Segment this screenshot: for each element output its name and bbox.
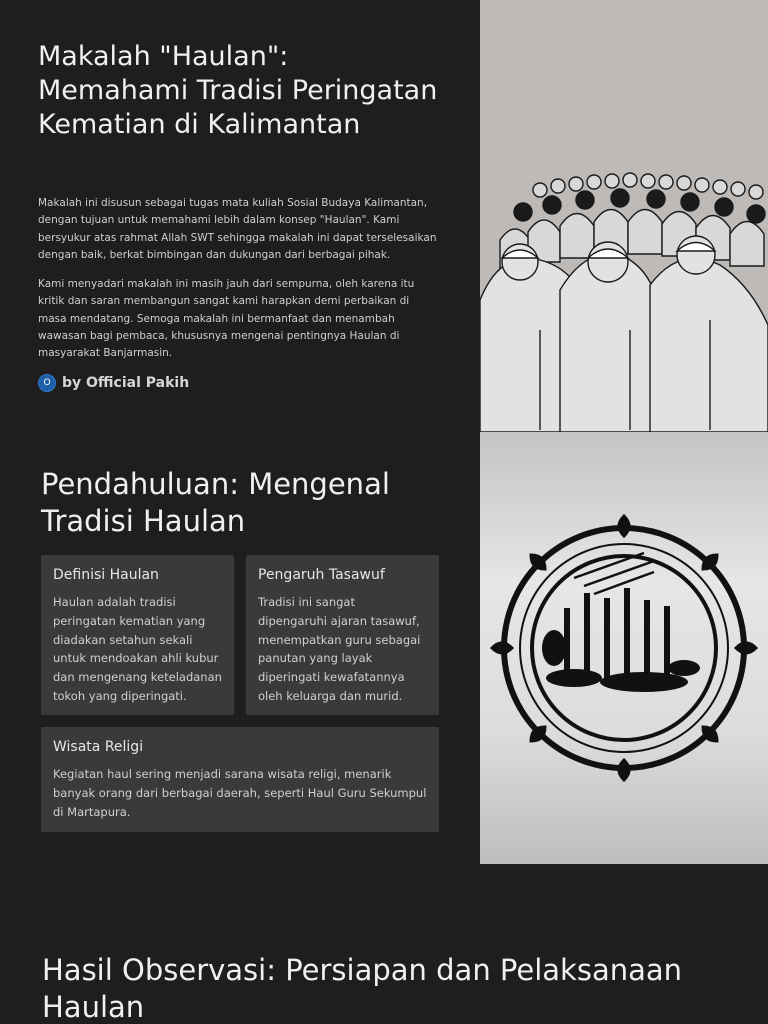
card-definition (41, 555, 234, 715)
card-tasawuf (246, 555, 439, 715)
avatar: O (38, 374, 56, 392)
card-heading: Pengaruh Tasawuf (258, 567, 385, 583)
card-religious-tourism (41, 727, 439, 832)
author-byline (38, 374, 189, 392)
closing-paragraph: Kami menyadari makalah ini masih jauh dari sempurna, oleh karena itu kritik dan saran membangun sangat kami harapkan demi perbaikan di masa mendatang. Semoga makalah ini bermanfaat dan menambah wawasan bagi pembaca, khususnya mengenai pentingnya Haulan di masyarakat Banjarmasin. (38, 278, 415, 360)
observation-slide (0, 864, 768, 1024)
arabic-calligraphy-wall-art-icon (480, 432, 768, 864)
card-body: Kegiatan haul sering menjadi sarana wisata religi, menarik banyak orang dari berbagai daerah, seperti Haul Guru Sekumpul di Martapura. (53, 767, 427, 819)
praying-crowd-illustration-icon (480, 0, 768, 432)
intro-paragraph: Makalah ini disusun sebagai tugas mata kuliah Sosial Budaya Kalimantan, dengan tujuan untuk memahami lebih dalam konsep "Haulan". Kami bersyukur atas rahmat Allah SWT sehingga makalah ini dapat terselesaikan dengan baik, berkat bimbingan dan dukungan dari berbagai pihak. (38, 197, 437, 261)
title-slide (0, 0, 768, 432)
document-title: Makalah "Haulan": Memahami Tradisi Peringatan Kematian di Kalimantan (38, 41, 438, 140)
author-name: by Official Pakih (62, 375, 190, 391)
introduction-slide (0, 432, 768, 864)
card-heading: Definisi Haulan (53, 567, 159, 583)
card-body: Haulan adalah tradisi peringatan kematian yang diadakan setahun sekali untuk mendoakan ahli kubur dan mengenang keteladanan tokoh yang diperingati. (53, 595, 222, 703)
card-heading: Wisata Religi (53, 739, 144, 755)
section-title-observation: Hasil Observasi: Persiapan dan Pelaksanaan Haulan (42, 953, 683, 1024)
card-body: Tradisi ini sangat dipengaruhi ajaran tasawuf, menempatkan guru sebagai panutan yang layak diperingati kewafatannya oleh keluarga dan murid. (258, 595, 421, 703)
section-title-introduction: Pendahuluan: Mengenal Tradisi Haulan (41, 467, 390, 538)
